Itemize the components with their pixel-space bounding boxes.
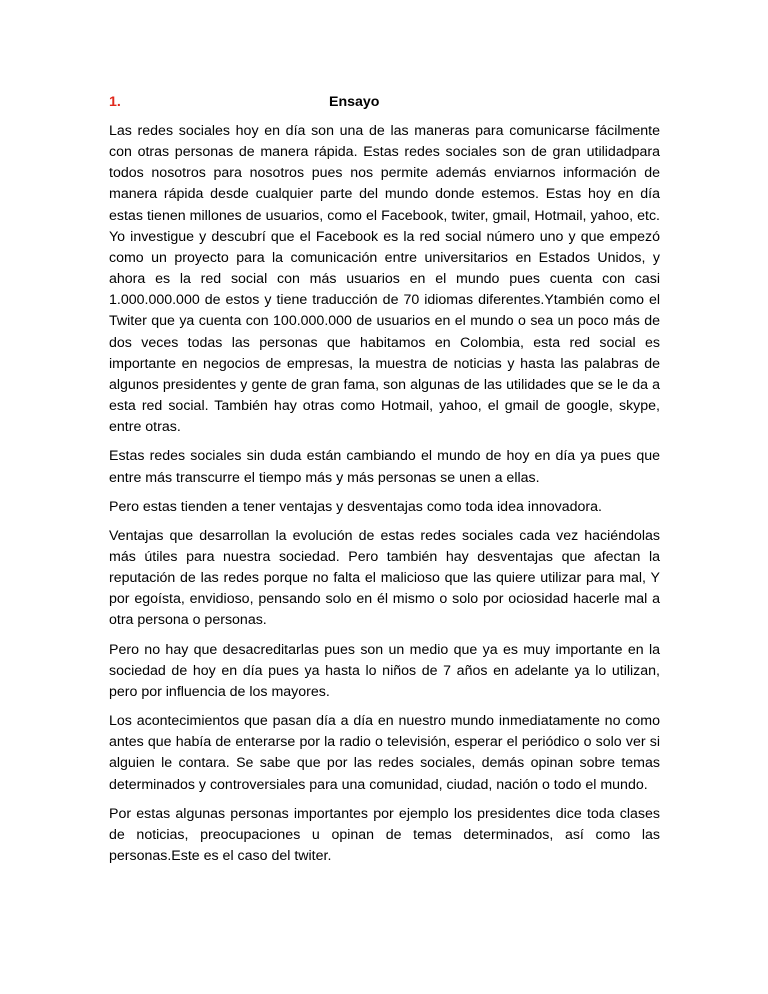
paragraph-4: Ventajas que desarrollan la evolución de estas redes sociales cada vez haciéndolas más útiles para nuestra sociedad. Pero también hay desventajas que afectan la reputación de las redes porque no falta el malicioso que las quiere utilizar para mal, Y por egoísta, envidioso, pensando solo en él mismo o solo por ociosidad hacerle mal a otra persona o personas. xyxy=(109,527,660,629)
essay-heading xyxy=(109,92,660,114)
section-number: 1. xyxy=(109,94,121,110)
paragraph-1: Las redes sociales hoy en día son una de las maneras para comunicarse fácilmente con otras personas de manera rápida. Estas redes sociales son de gran utilidadpara todos nosotros para nosotros pues nos permite además enviarnos información de manera rápida desde cualquier parte del mundo donde estemos. Estas hoy en día estas tienen millones de usuarios, como el Facebook, twiter, gmail, Hotmail, yahoo, etc. Yo investigue y descubrí que el Facebook es la red social número uno y que empezó como un proyecto para la comunicación entre universitarios en Estados Unidos, y ahora es la red social con más usuarios en el mundo pues cuenta con casi 1.000.000.000 de estos y tiene traducción de 70 idiomas diferentes.Ytambién como el Twiter que ya cuenta con 100.000.000 de usuarios en el mundo o sea un poco más de dos veces todas las personas que habitamos en Colombia, esta red social es importante en negocios de empresas, la muestra de noticias y hasta las palabras de algunos presidentes y gente de gran fama, son algunas de las utilidades que se le da a esta red social. También hay otras como Hotmail, yahoo, el gmail de google, skype, entre otras. xyxy=(109,123,660,436)
paragraph-6: Los acontecimientos que pasan día a día en nuestro mundo inmediatamente no como antes que había de enterarse por la radio o televisión, esperar el periódico o solo ver si alguien le contara. Se sabe que por las redes sociales, demás opinan sobre temas determinados y controversiales para una comunidad, ciudad, nación o todo el mundo. xyxy=(109,713,660,793)
document-page xyxy=(109,92,660,875)
paragraph-3: Pero estas tienden a tener ventajas y desventajas como toda idea innovadora. xyxy=(109,498,602,515)
essay-title: Ensayo xyxy=(329,94,380,110)
paragraph-5: Pero no hay que desacreditarlas pues son un medio que ya es muy importante en la sociedad de hoy en día pues ya hasta lo niños de 7 años en adelante ya lo utilizan, pero por influencia de los mayores. xyxy=(109,641,660,700)
paragraph-7: Por estas algunas personas importantes por ejemplo los presidentes dice toda clases de noticias, preocupaciones u opinan de temas determinados, así como las personas.Este es el caso del twiter. xyxy=(109,805,660,864)
paragraph-2: Estas redes sociales sin duda están cambiando el mundo de hoy en día ya pues que entre más transcurre el tiempo más y más personas se unen a ellas. xyxy=(109,448,660,486)
